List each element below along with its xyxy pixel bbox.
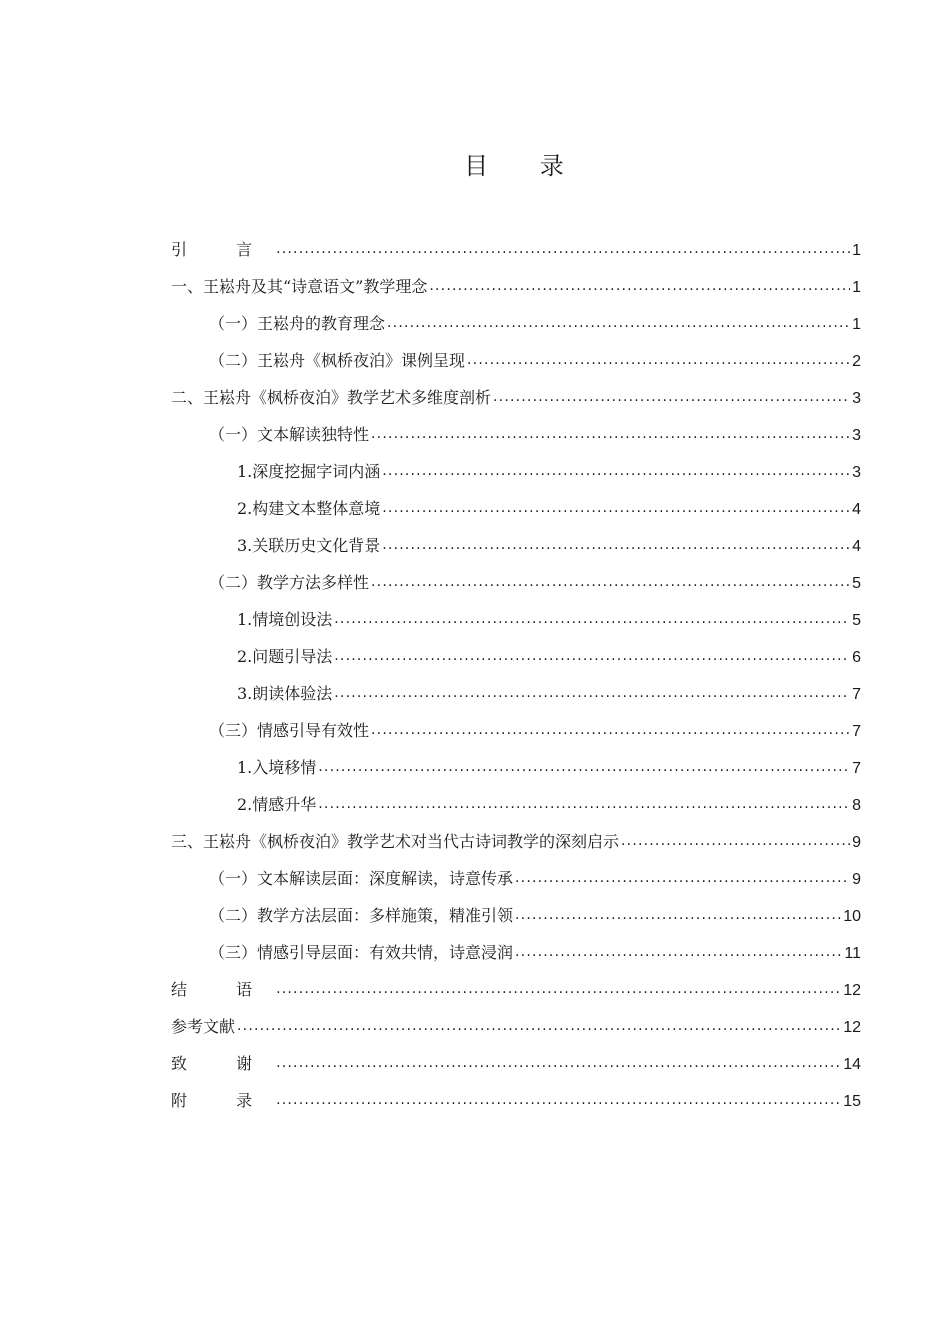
toc-entry-label: 引 言 — [171, 240, 275, 259]
toc-leader-dots — [382, 528, 850, 561]
toc-entry-label: （二）教学方法层面：多样施策，精准引领 — [209, 906, 514, 925]
toc-leader-dots — [276, 1046, 841, 1079]
toc-leader-dots — [334, 602, 850, 635]
toc-leader-dots — [334, 639, 850, 672]
toc-page-number: 9 — [852, 871, 861, 888]
toc-page-number: 10 — [843, 908, 861, 925]
toc-entry-label: （二）王崧舟《枫桥夜泊》课例呈现 — [209, 351, 466, 370]
toc-entry-label: 附 录 — [171, 1091, 275, 1110]
toc-entry[interactable] — [171, 826, 861, 863]
toc-entry[interactable] — [171, 1085, 861, 1122]
toc-entry[interactable] — [171, 1011, 861, 1048]
toc-entry[interactable] — [171, 567, 861, 604]
toc-entry[interactable] — [171, 900, 861, 937]
toc-leader-dots — [515, 935, 842, 968]
toc-leader-dots — [318, 750, 850, 783]
toc-leader-dots — [515, 898, 841, 931]
toc-leader-dots — [371, 713, 850, 746]
toc-leader-dots — [382, 491, 850, 524]
toc-page-number: 3 — [852, 464, 861, 481]
table-of-contents — [171, 234, 861, 1122]
toc-entry[interactable] — [171, 493, 861, 530]
toc-leader-dots — [276, 972, 841, 1005]
toc-leader-dots — [318, 787, 850, 820]
page-title: 目 录 — [464, 152, 586, 180]
toc-page-number: 12 — [843, 982, 861, 999]
toc-page-number: 7 — [852, 723, 861, 740]
toc-page-number: 1 — [852, 279, 861, 296]
toc-entry-label: （三）情感引导层面：有效共情，诗意浸润 — [209, 943, 514, 962]
toc-entry[interactable] — [171, 863, 861, 900]
toc-page-number: 7 — [852, 686, 861, 703]
toc-entry-label: 1.深度挖掘字词内涵 — [237, 462, 381, 481]
toc-page-number: 4 — [852, 501, 861, 518]
toc-leader-dots — [515, 861, 850, 894]
toc-entry[interactable] — [171, 641, 861, 678]
toc-leader-dots — [621, 824, 850, 857]
toc-entry[interactable] — [171, 382, 861, 419]
toc-entry[interactable] — [171, 308, 861, 345]
toc-leader-dots — [382, 454, 850, 487]
toc-entry[interactable] — [171, 271, 861, 308]
toc-leader-dots — [276, 1083, 841, 1116]
toc-page-number: 9 — [852, 834, 861, 851]
toc-entry[interactable] — [171, 715, 861, 752]
toc-entry-label: 3.关联历史文化背景 — [237, 536, 381, 555]
toc-page-number: 5 — [852, 575, 861, 592]
toc-page-number: 14 — [843, 1056, 861, 1073]
toc-entry-label: 参考文献 — [171, 1017, 236, 1036]
toc-entry[interactable] — [171, 419, 861, 456]
toc-page-number: 15 — [843, 1093, 861, 1110]
toc-entry[interactable] — [171, 1048, 861, 1085]
toc-entry-label: （三）情感引导有效性 — [209, 721, 370, 740]
toc-page-number: 8 — [852, 797, 861, 814]
toc-leader-dots — [387, 306, 850, 339]
toc-entry[interactable] — [171, 530, 861, 567]
toc-entry-label: 2.问题引导法 — [237, 647, 333, 666]
toc-leader-dots — [467, 343, 850, 376]
toc-leader-dots — [237, 1009, 841, 1042]
toc-entry-label: 结 语 — [171, 980, 275, 999]
toc-entry-label: 三、王崧舟《枫桥夜泊》教学艺术对当代古诗词教学的深刻启示 — [171, 832, 620, 851]
toc-entry[interactable] — [171, 974, 861, 1011]
toc-entry[interactable] — [171, 752, 861, 789]
toc-leader-dots — [429, 269, 850, 302]
toc-entry[interactable] — [171, 234, 861, 271]
toc-entry[interactable] — [171, 604, 861, 641]
toc-page-number: 1 — [852, 316, 861, 333]
toc-leader-dots — [371, 565, 850, 598]
toc-entry[interactable] — [171, 789, 861, 826]
toc-page-number: 7 — [852, 760, 861, 777]
toc-entry-label: 二、王崧舟《枫桥夜泊》教学艺术多维度剖析 — [171, 388, 492, 407]
toc-page-number: 6 — [852, 649, 861, 666]
toc-leader-dots — [371, 417, 850, 450]
toc-leader-dots — [334, 676, 850, 709]
toc-entry-label: 1.情境创设法 — [237, 610, 333, 629]
toc-entry[interactable] — [171, 456, 861, 493]
toc-page-number: 5 — [852, 612, 861, 629]
toc-entry-label: 2.构建文本整体意境 — [237, 499, 381, 518]
toc-entry-label: 2.情感升华 — [237, 795, 317, 814]
toc-entry[interactable] — [171, 937, 861, 974]
toc-page-number: 1 — [852, 242, 861, 259]
toc-page-number: 11 — [844, 945, 861, 962]
toc-page-number: 4 — [852, 538, 861, 555]
toc-entry-label: （一）文本解读层面：深度解读，诗意传承 — [209, 869, 514, 888]
toc-entry-label: 3.朗读体验法 — [237, 684, 333, 703]
toc-entry[interactable] — [171, 345, 861, 382]
toc-entry-label: 一、王崧舟及其“诗意语文”教学理念 — [171, 277, 428, 296]
toc-entry-label: 1.入境移情 — [237, 758, 317, 777]
toc-entry-label: （二）教学方法多样性 — [209, 573, 370, 592]
toc-page-number: 2 — [852, 353, 861, 370]
toc-entry-label: （一）文本解读独特性 — [209, 425, 370, 444]
toc-entry[interactable] — [171, 678, 861, 715]
toc-entry-label: 致 谢 — [171, 1054, 275, 1073]
toc-page-number: 3 — [852, 427, 861, 444]
toc-leader-dots — [276, 232, 850, 265]
toc-entry-label: （一）王崧舟的教育理念 — [209, 314, 386, 333]
toc-page-number: 12 — [843, 1019, 861, 1036]
toc-page-number: 3 — [852, 390, 861, 407]
toc-leader-dots — [493, 380, 850, 413]
